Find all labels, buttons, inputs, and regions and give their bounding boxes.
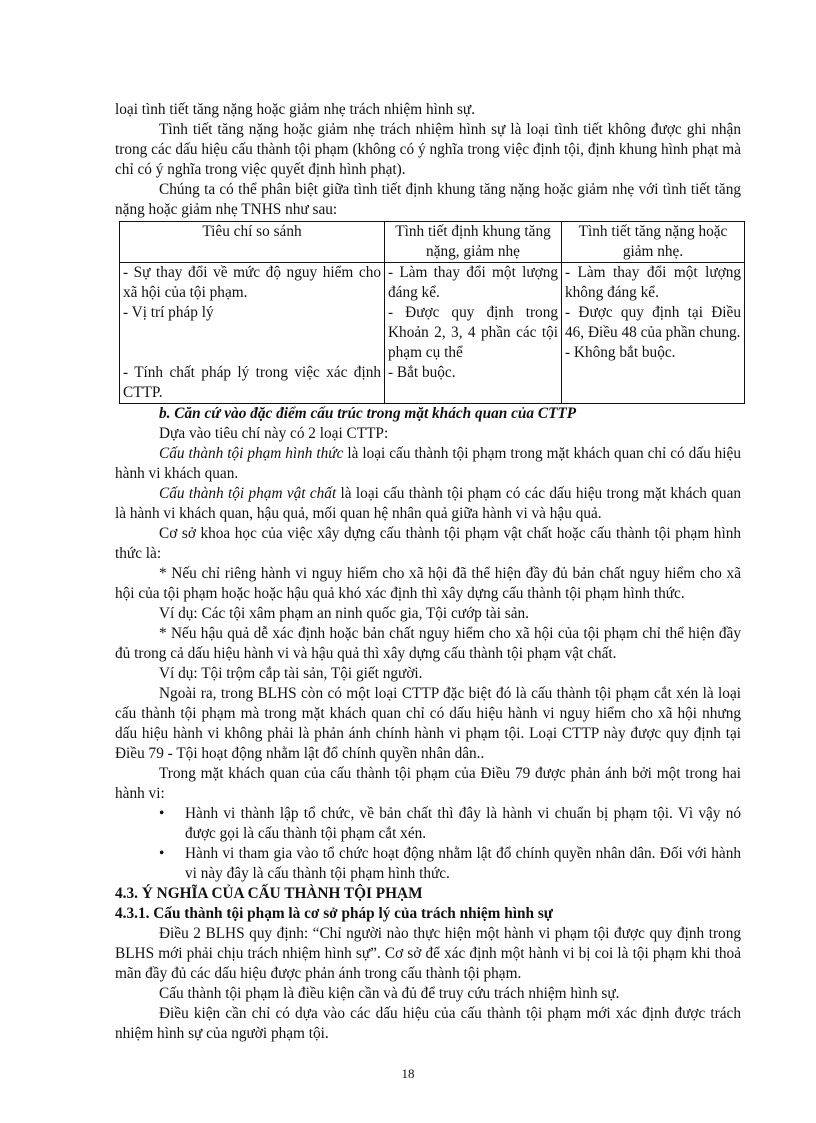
- paragraph: * Nếu hậu quả dễ xác định hoặc bản chất nguy hiểm cho xã hội của tội phạm chỉ thể hiện đầy đủ trong cả dấu hiệu hành vi và hậu quả thì xây dựng cấu thành tội phạm vật chất.: [115, 625, 741, 662]
- section-heading-b: b. Căn cứ vào đặc điểm cấu trúc trong mặt khách quan của CTTP: [159, 405, 577, 422]
- table-cell-criteria: [120, 263, 385, 404]
- term-material-crime: Cấu thành tội phạm vật chất: [159, 485, 337, 502]
- cell-line: - Được quy định tại Điều 46, Điều 48 của phần chung.: [565, 304, 741, 341]
- cell-spacer: [123, 323, 381, 363]
- paragraph: Ngoài ra, trong BLHS còn có một loại CTTP đặc biệt đó là cấu thành tội phạm cắt xén là loại cấu thành tội phạm mà trong mặt khách quan chỉ có dấu hiệu hành vi nguy hiểm cho xã hội nhưng dấu hiệu hành vi không phải là phản ánh chính hành vi phạm tội. Loại CTTP này được quy định tại Điều 79 - Tội hoạt động nhằm lật đổ chính quyền nhân dân..: [115, 685, 741, 762]
- paragraph-text: là loại cấu thành tội phạm có các dấu hiệu trong mặt khách quan là hành vi khách quan, hậu quả, mối quan hệ nhân quả giữa hành vi và hậu quả.: [115, 485, 742, 522]
- example: Ví dụ: Tội trộm cắp tài sản, Tội giết người.: [159, 665, 423, 682]
- page-number: 18: [401, 1066, 415, 1081]
- section-heading-4-3: 4.3. Ý NGHĨA CỦA CẤU THÀNH TỘI PHẠM: [115, 885, 423, 902]
- paragraph: Chúng ta có thể phân biệt giữa tình tiết định khung tăng nặng hoặc giảm nhẹ với tình tiết tăng nặng hoặc giảm nhẹ TNHS như sau:: [115, 181, 741, 218]
- list-item-text: Hành vi thành lập tổ chức, về bản chất thì đây là hành vi chuẩn bị phạm tội. Vì vậy nó được gọi là cấu thành tội phạm cắt xén.: [185, 805, 741, 842]
- paragraph: Tình tiết tăng nặng hoặc giảm nhẹ trách nhiệm hình sự là loại tình tiết không được ghi nhận trong các dấu hiệu cấu thành tội phạm (không có ý nghĩa trong việc định tội, định khung hình phạt mà chỉ có ý nghĩa trong việc quyết định hình phạt).: [115, 121, 741, 178]
- comparison-table: [119, 221, 745, 404]
- list-item-text: Hành vi tham gia vào tổ chức hoạt động nhằm lật đổ chính quyền nhân dân. Đối với hành vi này đây là cấu thành tội phạm hình thức.: [185, 845, 741, 882]
- table-header-framework-circumstance: Tình tiết định khung tăng nặng, giảm nhẹ: [385, 222, 562, 263]
- table-cell-framework: [385, 263, 562, 404]
- paragraph-text: là loại cấu thành tội phạm trong mặt khách quan chỉ có dấu hiệu hành vi khách quan.: [115, 445, 741, 482]
- table-row: [120, 263, 745, 404]
- bullet-icon: •: [159, 845, 165, 862]
- paragraph: loại tình tiết tăng nặng hoặc giảm nhẹ trách nhiệm hình sự.: [115, 101, 476, 118]
- paragraph: Điều 2 BLHS quy định: “Chỉ người nào thực hiện một hành vi phạm tội được quy định trong BLHS mới phải chịu trách nhiệm hình sự”. Cơ sở để xác định một hành vi bị coi là tội phạm khi thoả mãn đầy đủ các dấu hiệu được phản ánh trong cấu thành tội phạm.: [115, 925, 741, 982]
- cell-line: - Sự thay đổi về mức độ nguy hiểm cho xã hội của tội phạm.: [123, 264, 381, 301]
- cell-line: - Làm thay đổi một lượng đáng kể.: [388, 264, 558, 301]
- paragraph: * Nếu chỉ riêng hành vi nguy hiểm cho xã hội đã thể hiện đầy đủ bản chất nguy hiểm cho xã hội của tội phạm hoặc hoặc hậu quả khó xác định thì xây dựng cấu thành tội phạm hình thức.: [115, 565, 741, 602]
- section-heading-4-3-1: 4.3.1. Cấu thành tội phạm là cơ sở pháp lý của trách nhiệm hình sự: [115, 905, 553, 922]
- cell-line: - Tính chất pháp lý trong việc xác định CTTP.: [123, 364, 381, 401]
- cell-line: - Không bắt buộc.: [565, 344, 676, 361]
- table-header-row: [120, 222, 745, 263]
- bullet-icon: •: [159, 805, 165, 822]
- list-item: [115, 844, 741, 884]
- term-formal-crime: Cấu thành tội phạm hình thức: [159, 445, 344, 462]
- paragraph: [115, 484, 741, 524]
- table-header-criteria: Tiêu chí so sánh: [120, 222, 385, 263]
- paragraph: Cấu thành tội phạm là điều kiện cần và đủ để truy cứu trách nhiệm hình sự.: [159, 985, 620, 1002]
- paragraph: Dựa vào tiêu chí này có 2 loại CTTP:: [159, 425, 389, 442]
- paragraph: Trong mặt khách quan của cấu thành tội phạm của Điều 79 được phản ánh bởi một trong hai hành vi:: [115, 765, 741, 802]
- cell-line: - Bắt buộc.: [388, 364, 456, 381]
- list-item: [115, 804, 741, 844]
- table-cell-aggravating: [562, 263, 745, 404]
- cell-line: - Vị trí pháp lý: [123, 304, 214, 321]
- cell-line: - Được quy định trong Khoản 2, 3, 4 phần các tội phạm cụ thể: [388, 304, 558, 361]
- table-header-aggravating-circumstance: Tình tiết tăng nặng hoặc giảm nhẹ.: [562, 222, 745, 263]
- cell-line: - Làm thay đổi một lượng không đáng kể.: [565, 264, 741, 301]
- example: Ví dụ: Các tội xâm phạm an ninh quốc gia, Tội cướp tài sản.: [159, 605, 529, 622]
- document-body: [115, 100, 741, 1044]
- bullet-list: [115, 804, 741, 884]
- paragraph: Điều kiện cần chỉ có dựa vào các dấu hiệu của cấu thành tội phạm mới xác định được trách nhiệm hình sự của người phạm tội.: [115, 1005, 741, 1042]
- paragraph: Cơ sở khoa học của việc xây dựng cấu thành tội phạm vật chất hoặc cấu thành tội phạm hình thức là:: [115, 525, 741, 562]
- paragraph: [115, 444, 741, 484]
